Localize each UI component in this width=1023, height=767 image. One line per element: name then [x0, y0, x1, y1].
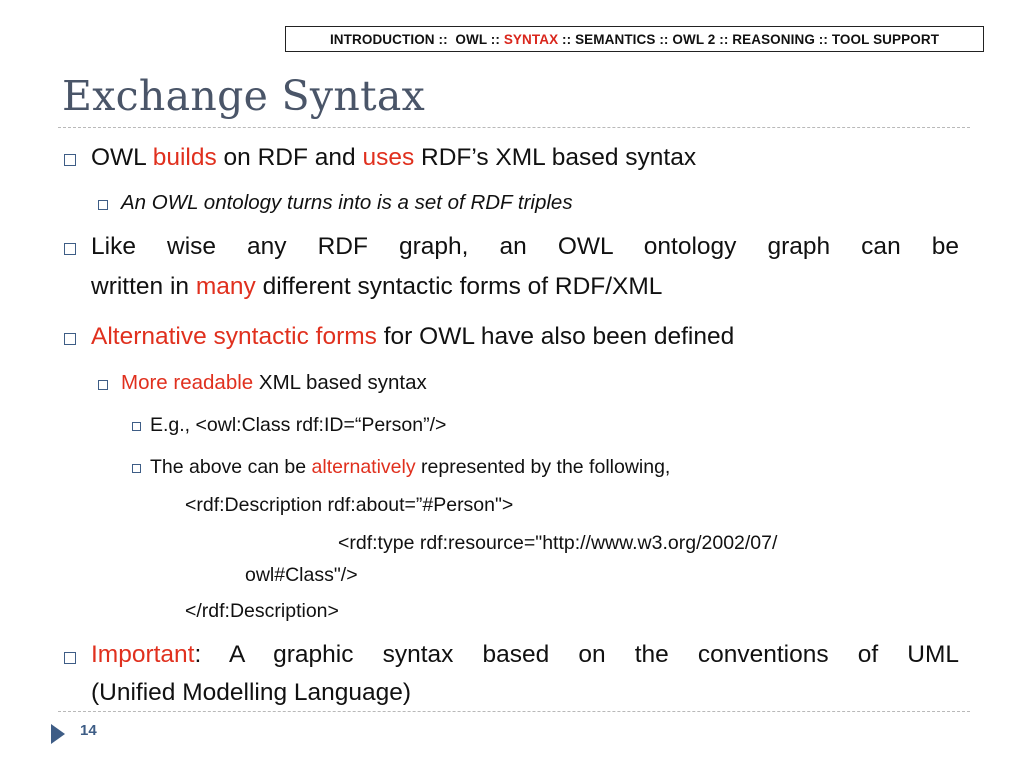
sub-sub-bullet-example: [132, 414, 446, 437]
square-bullet-icon: [132, 422, 141, 431]
code-line-rdf-type: <rdf:type rdf:resource="http://www.w3.org/2002/07/: [338, 532, 778, 554]
bullet-text: E.g., <owl:Class rdf:ID=“Person”/>: [150, 414, 447, 436]
code-line-description-close: </rdf:Description>: [185, 600, 339, 622]
bullet-text: Alternative syntactic forms for OWL have also been defined: [91, 323, 735, 350]
bullet-text: Like wise any RDF graph, an OWL ontology graph can be written in many different syntactic forms of RDF/XML: [91, 233, 959, 300]
square-bullet-icon: [64, 154, 76, 166]
bullet-many-syntactic-forms: [64, 233, 959, 307]
square-bullet-icon: [64, 243, 76, 255]
sub-sub-bullet-alternatively: [132, 456, 670, 479]
footer-divider: [58, 711, 970, 712]
square-bullet-icon: [132, 464, 141, 473]
bullet-alternative-syntactic-forms: [64, 323, 734, 351]
section-navigation: [285, 26, 984, 52]
square-bullet-icon: [64, 333, 76, 345]
code-line-description-open: <rdf:Description rdf:about=”#Person">: [185, 494, 514, 516]
nav-sections-before: INTRODUCTION :: OWL ::: [329, 31, 504, 47]
sub-bullet-rdf-triples: [98, 191, 573, 215]
square-bullet-icon: [64, 652, 76, 664]
bullet-text: OWL builds on RDF and uses RDF’s XML based syntax: [91, 144, 697, 171]
footer-arrow-icon: [51, 724, 65, 744]
square-bullet-icon: [98, 200, 108, 210]
bullet-owl-builds-on-rdf: [64, 144, 696, 172]
title-divider: [58, 127, 970, 128]
sub-bullet-more-readable: [98, 371, 427, 395]
bullet-text: An OWL ontology turns into is a set of RDF triples: [121, 191, 573, 214]
bullet-text: Important: A graphic syntax based on the conventions of UML (Unified Modelling Language): [91, 641, 959, 706]
bullet-important-uml: [64, 642, 959, 712]
slide-title: Exchange Syntax: [62, 72, 426, 120]
code-line-rdf-type-cont: owl#Class"/>: [245, 564, 358, 586]
page-number: 14: [80, 722, 97, 739]
nav-sections-after: :: SEMANTICS :: OWL 2 :: REASONING :: TOOL SUPPORT: [558, 31, 940, 47]
bullet-text: The above can be alternatively represented by the following,: [150, 456, 671, 478]
nav-active-section: SYNTAX: [503, 31, 559, 47]
bullet-text: More readable XML based syntax: [121, 371, 427, 394]
square-bullet-icon: [98, 380, 108, 390]
